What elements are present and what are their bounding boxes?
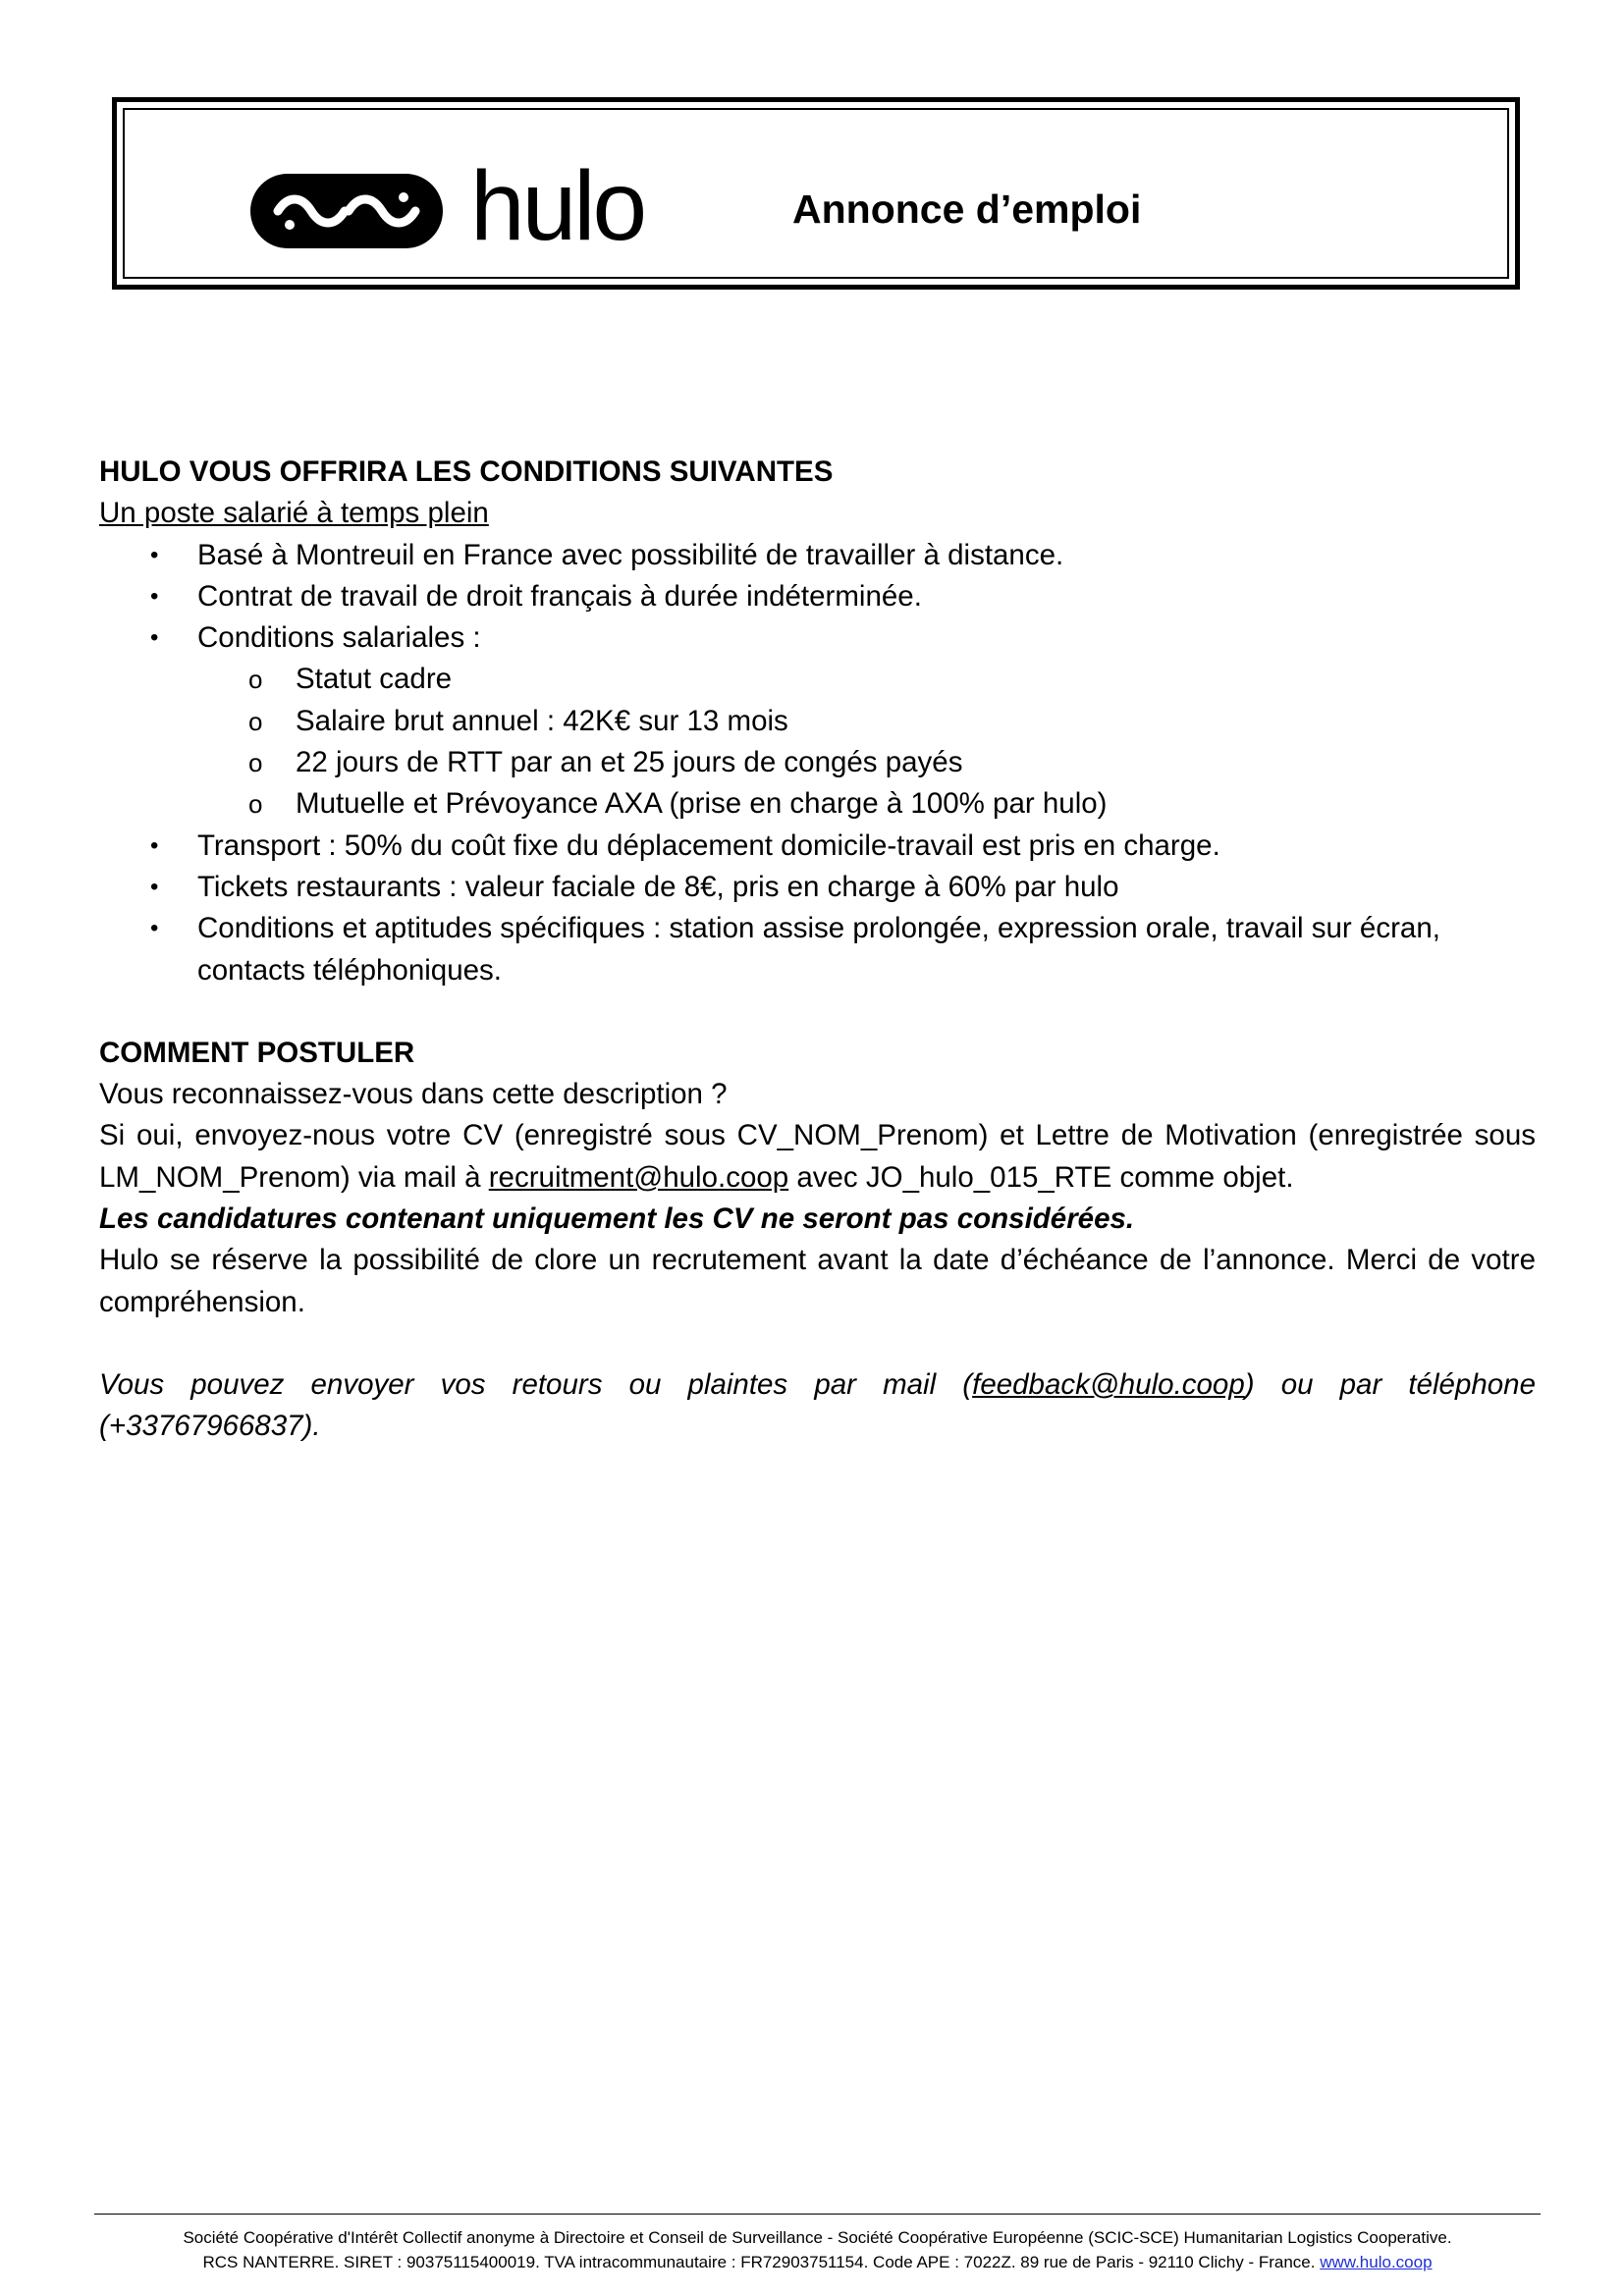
circle-bullet-icon: o [248,748,263,778]
feedback-email-link[interactable]: feedback@hulo.coop [972,1367,1245,1401]
list-item: • Basé à Montreuil en France avec possibilité de travailler à distance. [99,535,1536,576]
apply-question: Vous reconnaissez-vous dans cette description ? [99,1078,728,1111]
list-item: • Conditions et aptitudes spécifiques : station assise prolongée, expression orale, travail sur écran, contacts téléphoniques. [99,908,1536,991]
circle-bullet-icon: o [248,789,263,820]
bullet-icon: • [150,915,159,942]
hulo-logo [250,151,645,261]
conditions-heading: HULO VOUS OFFRIRA LES CONDITIONS SUIVANTES [99,455,834,488]
list-item: o Statut cadre [197,659,1536,700]
apply-closing: Hulo se réserve la possibilité de clore un recrutement avant la date d’échéance de l’annonce. Merci de votre compréhension. [99,1244,1536,1318]
footer-divider [94,2214,1541,2215]
website-link[interactable]: www.hulo.coop [1320,2253,1433,2271]
recruitment-email-link[interactable]: recruitment@hulo.coop [488,1160,789,1194]
list-item: • Contrat de travail de droit français à durée indéterminée. [99,576,1536,617]
conditions-subheading: Un poste salarié à temps plein [99,497,489,530]
document-header [112,97,1520,290]
bullet-icon: • [150,541,159,568]
circle-bullet-icon: o [248,706,263,736]
list-item: • Transport : 50% du coût fixe du déplacement domicile-travail est pris en charge. [99,826,1536,867]
apply-instructions: Si oui, envoyez-nous votre CV (enregistré sous CV_NOM_Prenom) et Lettre de Motivation (enregistrée sous LM_NOM_Prenom) via mail à recruitment@hulo.coop avec JO_hulo_015_RTE comme objet. [99,1119,1536,1194]
bullet-icon: • [150,831,159,859]
list-item: o Salaire brut annuel : 42K€ sur 13 mois [197,701,1536,742]
list-item: o Mutuelle et Prévoyance AXA (prise en charge à 100% par hulo) [197,783,1536,825]
footer-legal-line-1: Société Coopérative d'Intérêt Collectif anonyme à Directoire et Conseil de Surveillance - Société Coopérative Européenne (SCIC-SCE) Humanitarian Logistics Cooperative. [183,2228,1452,2247]
hulo-logo-mark-icon [250,174,443,248]
bullet-icon: • [150,582,159,610]
footer-legal-line-2: RCS NANTERRE. SIRET : 90375115400019. TVA intracommunautaire : FR72903751154. Code APE : 7022Z. 89 rue de Paris - 92110 Clichy - France. www.hulo.coop [202,2253,1433,2271]
conditions-list [99,535,1536,991]
salary-conditions-list [197,659,1536,825]
feedback-note: Vous pouvez envoyer vos retours ou plaintes par mail (feedback@hulo.coop) ou par téléphone (+33767966837). [99,1367,1536,1443]
page-footer [94,2225,1541,2274]
document-title: Annonce d’emploi [792,187,1142,232]
apply-warning: Les candidatures contenant uniquement les CV ne seront pas considérées. [99,1202,1135,1236]
bullet-icon: • [150,624,159,652]
section-spacer [99,991,1536,1033]
section-spacer [99,1323,1536,1364]
apply-heading: COMMENT POSTULER [99,1036,415,1069]
list-item: • Conditions salariales : o Statut cadre o Salaire brut annuel : 42K€ sur 13 mois o 22 jours de RTT par an et 25 jours de congés payés o Mutuelle et Prévoyance AXA (prise en charge à 100% par hulo) [99,617,1536,825]
document-body [99,452,1536,1448]
bullet-icon: • [150,873,159,900]
logo-wordmark: hulo [470,151,645,261]
list-item: • Tickets restaurants : valeur faciale de 8€, pris en charge à 60% par hulo [99,867,1536,908]
list-item: o 22 jours de RTT par an et 25 jours de congés payés [197,742,1536,783]
header-inner-frame [123,108,1509,279]
circle-bullet-icon: o [248,665,263,695]
